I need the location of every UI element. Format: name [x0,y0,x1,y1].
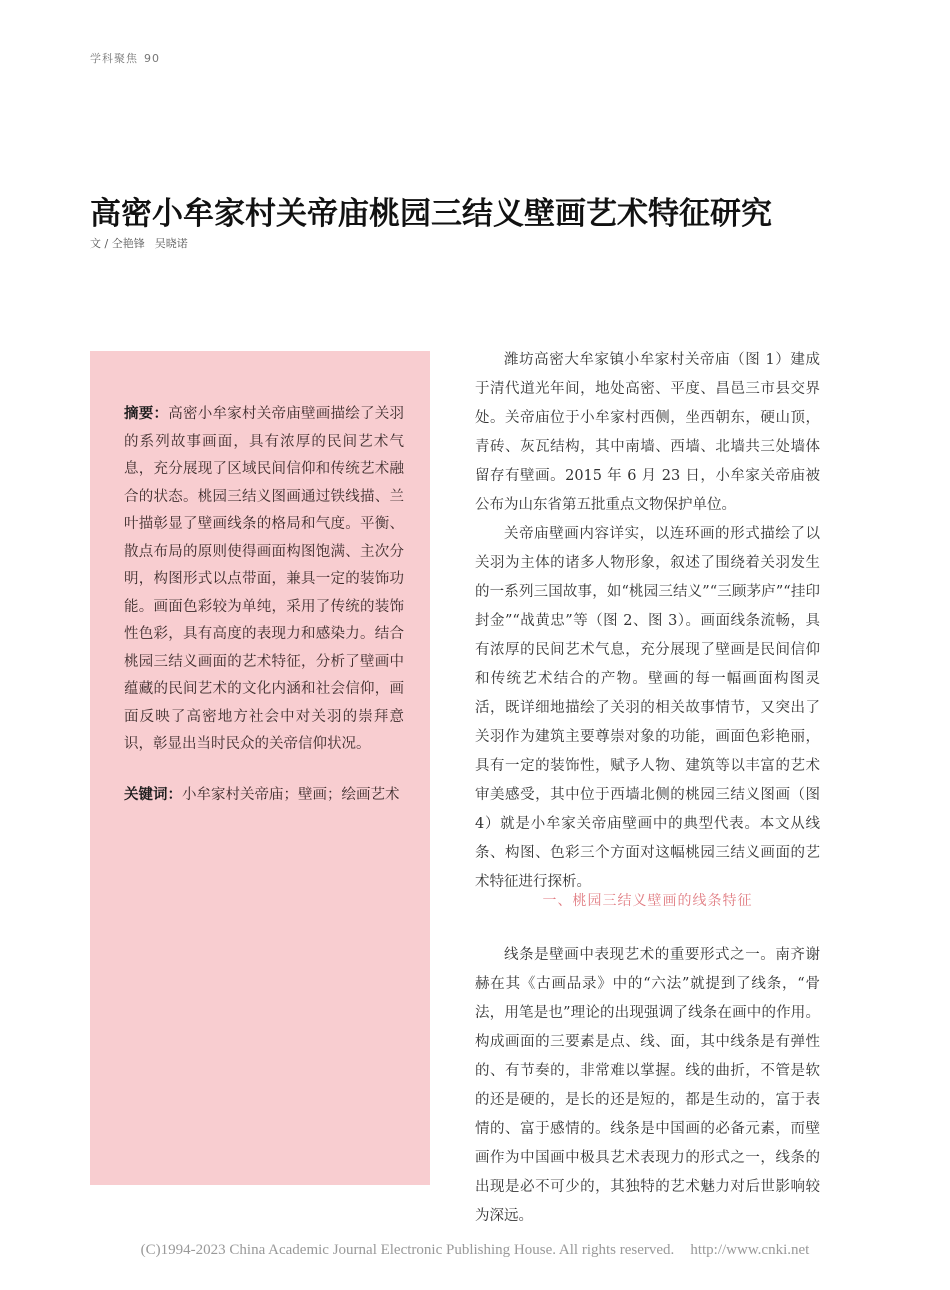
author-2: 吴晓诺 [154,237,188,250]
article-title: 高密小牟家村关帝庙桃园三结义壁画艺术特征研究 [90,196,772,232]
body-section-1 [475,941,820,1231]
keywords-label: 关键词： [124,787,182,803]
keywords-body: 小牟家村关帝庙；壁画；绘画艺术 [182,787,400,803]
paragraph: 潍坊高密大牟家镇小牟家村关帝庙（图 1）建成于清代道光年间，地处高密、平度、昌邑三市县交界处。关帝庙位于小牟家村西侧，坐西朝东，硬山顶，青砖、灰瓦结构，其中南墙、西墙、北墙共三处墙体留存有壁画。2015 年 6 月 23 日，小牟家关帝庙被公布为山东省第五批重点文物保护单位。 [475,352,820,513]
paragraph: 线条是壁画中表现艺术的重要形式之一。南齐谢赫在其《古画品录》中的“六法”就提到了线条，“骨法，用笔是也”理论的出现强调了线条在画中的作用。构成画面的三要素是点、线、面，其中线条是有弹性的、有节奏的，非常难以掌握。线的曲折，不管是软的还是硬的，是长的还是短的，都是生动的，富于表情的、富于感情的。线条是中国画的必备元素，而壁画作为中国画中极具艺术表现力的形式之一，线条的出现是必不可少的，其独特的艺术魅力对后世影响较为深远。 [475,947,820,1224]
section-heading: 一、桃园三结义壁画的线条特征 [542,893,753,909]
footer-url[interactable]: http://www.cnki.net [690,1242,810,1258]
abstract-body: 高密小牟家村关帝庙壁画描绘了关羽的系列故事画面，具有浓厚的民间艺术气息，充分展现了区域民间信仰和传统艺术融合的状态。桃园三结义图画通过铁线描、兰叶描彰显了壁画线条的格局和气度。平衡、散点布局的原则使得画面构图饱满、主次分明，构图形式以点带面，兼具一定的装饰功能。画面色彩较为单纯，采用了传统的装饰性色彩，具有高度的表现力和感染力。结合桃园三结义画面的艺术特征，分析了壁画中蕴藏的民间艺术的文化内涵和社会信仰，画面反映了高密地方社会中对关羽的崇拜意识，彰显出当时民众的关帝信仰状况。 [124,406,404,752]
running-head [90,50,160,66]
page-number: 90 [144,52,160,65]
abstract-label: 摘要： [124,406,169,422]
journal-section: 学科聚焦 [90,52,138,65]
abstract [124,401,404,759]
body-intro [475,346,820,897]
author-1: 文 / 仝艳锋 [90,237,145,250]
keywords [124,782,404,810]
footer [0,1242,950,1259]
byline [90,235,188,251]
copyright-notice: (C)1994-2023 China Academic Journal Electronic Publishing House. All rights reserved. [140,1242,675,1258]
paragraph: 关帝庙壁画内容详实，以连环画的形式描绘了以关羽为主体的诸多人物形象，叙述了围绕着关羽发生的一系列三国故事，如“桃园三结义”“三顾茅庐”“挂印封金”“战黄忠”等（图 2、图 3）。画面线条流畅，具有浓厚的民间艺术气息，充分展现了壁画是民间信仰和传统艺术结合的产物。壁画的每一幅画面构图灵活，既详细地描绘了关羽的相关故事情节，又突出了关羽作为建筑主要尊崇对象的功能，画面色彩艳丽，具有一定的装饰性，赋予人物、建筑等以丰富的艺术审美感受，其中位于西墙北侧的桃园三结义图画（图 4）就是小牟家关帝庙壁画中的典型代表。本文从线条、构图、色彩三个方面对这幅桃园三结义画面的艺术特征进行探析。 [475,526,820,890]
